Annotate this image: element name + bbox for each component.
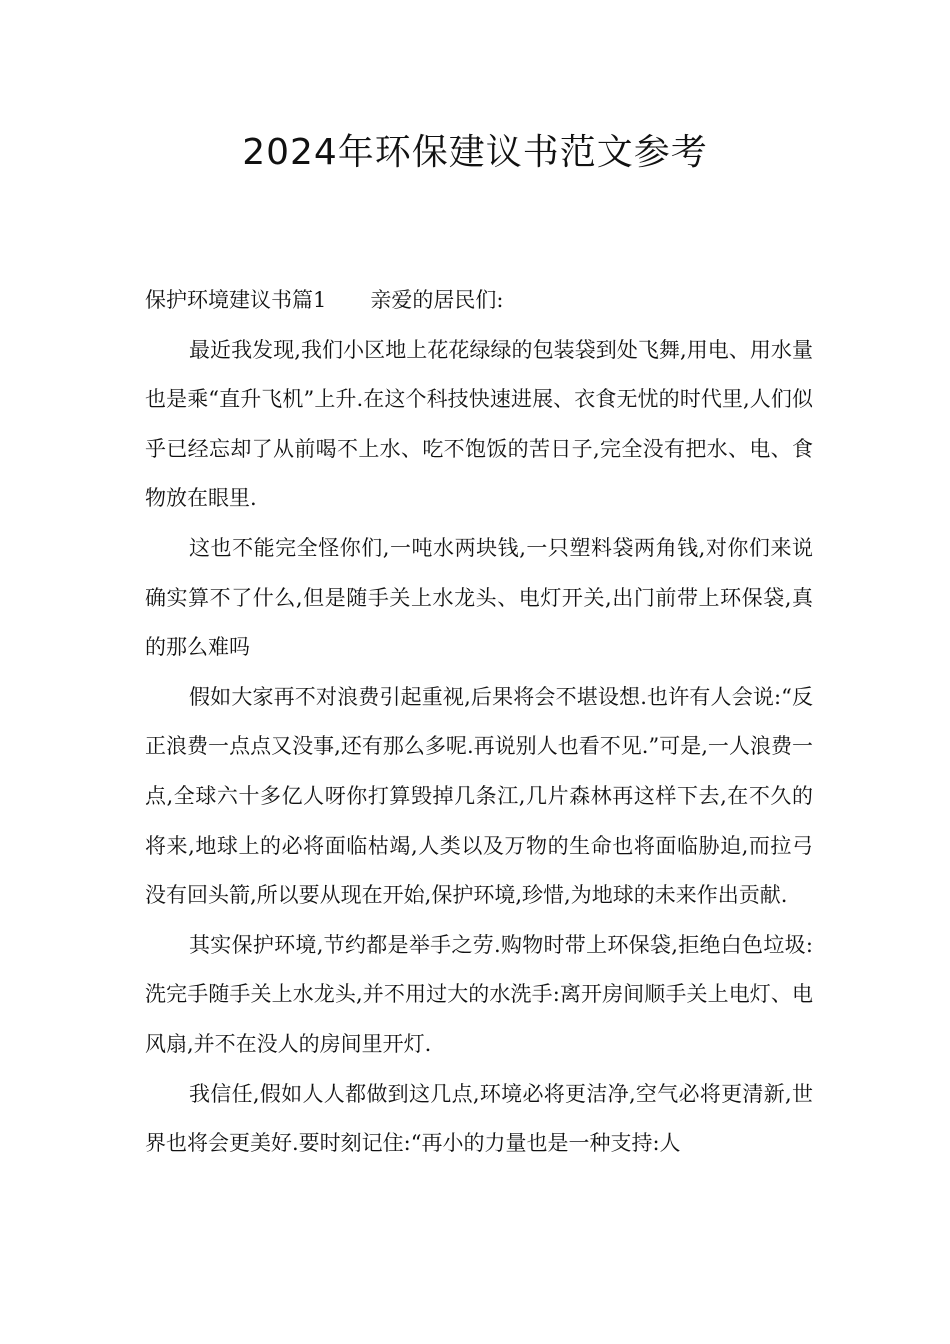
paragraph-3: 假如大家再不对浪费引起重视,后果将会不堪设想.也许有人会说:“反正浪费一点点又没事,还有那么多呢.再说别人也看不见.”可是,一人浪费一点,全球六十多亿人呀你打算毁掉几条江,几片森林再这样下去,在不久的将来,地球上的必将面临枯竭,人类以及万物的生命也将面临胁迫,而拉弓没有回头箭,所以要从现在开始,保护环境,珍惜,为地球的未来作出贡献. bbox=[145, 684, 813, 908]
section-label: 保护环境建议书篇1 bbox=[145, 288, 327, 312]
heading-line bbox=[145, 276, 813, 326]
document-body bbox=[145, 276, 813, 1169]
page-title: 2024年环保建议书范文参考 bbox=[242, 132, 708, 173]
paragraph-5: 我信任,假如人人都做到这几点,环境必将更洁净,空气必将更清新,世界也将会更美好.要时刻记住:“再小的力量也是一种支持:人 bbox=[145, 1081, 813, 1156]
greeting: 亲爱的居民们: bbox=[370, 288, 504, 312]
paragraph-4: 其实保护环境,节约都是举手之劳.购物时带上环保袋,拒绝白色垃圾:洗完手随手关上水龙头,并不用过大的水洗手:离开房间顺手关上电灯、电风扇,并不在没人的房间里开灯. bbox=[145, 932, 813, 1056]
paragraph-2: 这也不能完全怪你们,一吨水两块钱,一只塑料袋两角钱,对你们来说确实算不了什么,但是随手关上水龙头、电灯开关,出门前带上环保袋,真的那么难吗 bbox=[145, 535, 813, 660]
paragraph-1: 最近我发现,我们小区地上花花绿绿的包装袋到处飞舞,用电、用水量也是乘“直升飞机”上升.在这个科技快速进展、衣食无忧的时代里,人们似乎已经忘却了从前喝不上水、吃不饱饭的苦日子,完全没有把水、电、食物放在眼里. bbox=[145, 337, 813, 511]
